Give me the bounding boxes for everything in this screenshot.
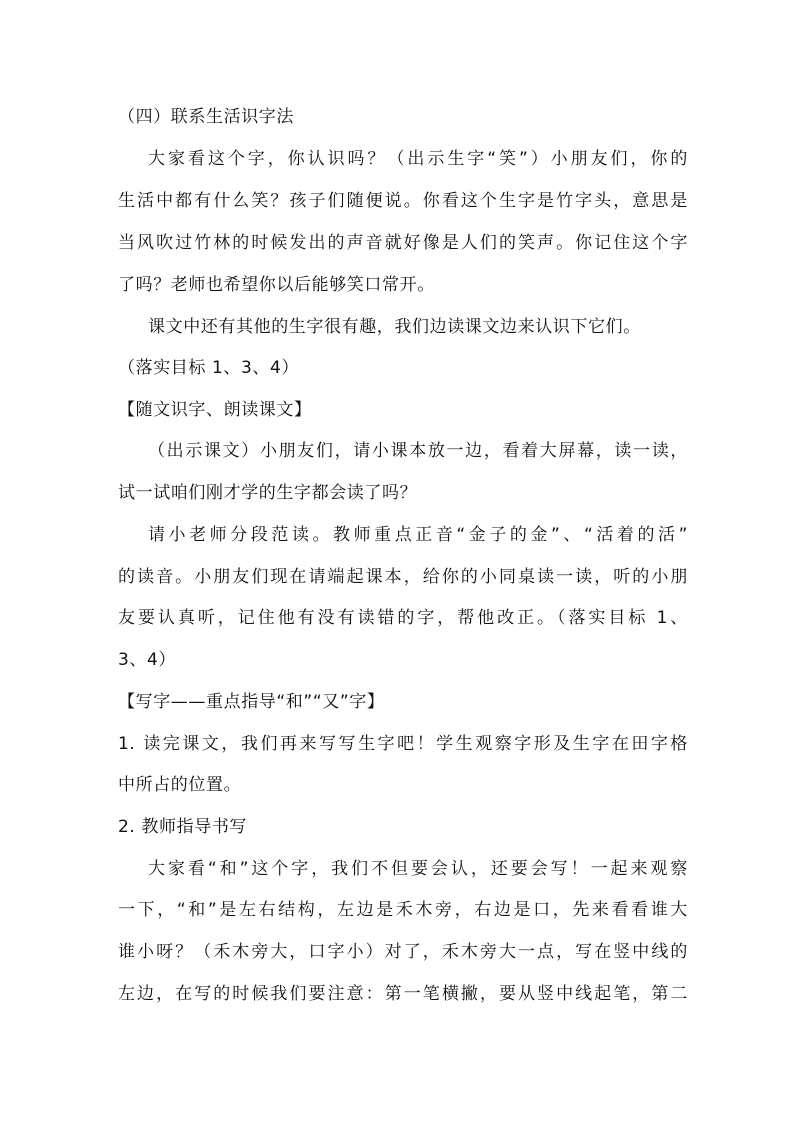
paragraph-line: 3、4） xyxy=(118,650,177,670)
paragraph-line: 请小老师分段范读。教师重点正音“金子的金”、“活着的活” xyxy=(148,525,688,545)
paragraph-line: 当风吹过竹林的时候发出的声音就好像是人们的笑声。你记住这个字 xyxy=(118,233,688,253)
paragraph-line: 生活中都有什么笑？孩子们随便说。你看这个生字是竹字头，意思是 xyxy=(118,191,688,211)
section-heading: 【随文识字、朗读课文】 xyxy=(118,400,312,420)
paragraph-line: 友要认真听，记住他有没有读错的字，帮他改正。（落实目标 1、 xyxy=(118,608,688,628)
paragraph-line: 一下，“和”是左右结构，左边是禾木旁，右边是口，先来看看谁大 xyxy=(118,900,688,920)
paragraph-line: 的读音。小朋友们现在请端起课本，给你的小同桌读一读，听的小朋 xyxy=(118,567,688,587)
paragraph-line: （落实目标 1、3、4） xyxy=(118,358,300,378)
section-heading: （四）联系生活识字法 xyxy=(118,107,294,127)
list-item-line: 中所占的位置。 xyxy=(118,775,242,795)
section-heading: 【写字——重点指导“和”“又”字】 xyxy=(118,692,385,712)
paragraph-line: 了吗？老师也希望你以后能够笑口常开。 xyxy=(118,275,435,295)
paragraph-line: 大家看这个字，你认识吗？（出示生字“笑”）小朋友们，你的 xyxy=(148,149,688,169)
paragraph-line: 试一试咱们刚才学的生字都会读了吗？ xyxy=(118,483,418,503)
list-item-line: 1. 读完课文，我们再来写写生字吧！学生观察字形及生字在田字格 xyxy=(118,734,688,754)
paragraph-line: 左边，在写的时候我们要注意：第一笔横撇，要从竖中线起笔，第二 xyxy=(118,984,688,1004)
list-item-line: 2. 教师指导书写 xyxy=(118,817,248,837)
paragraph-line: 大家看“和”这个字，我们不但要会认，还要会写！一起来观察 xyxy=(148,859,688,879)
paragraph-line: 课文中还有其他的生字很有趣，我们边读课文边来认识下它们。 xyxy=(148,317,641,337)
paragraph-line: （出示课文）小朋友们，请小课本放一边，看着大屏幕，读一读， xyxy=(148,441,688,461)
paragraph-line: 谁小呀？（禾木旁大，口字小）对了，禾木旁大一点，写在竖中线的 xyxy=(118,942,688,962)
